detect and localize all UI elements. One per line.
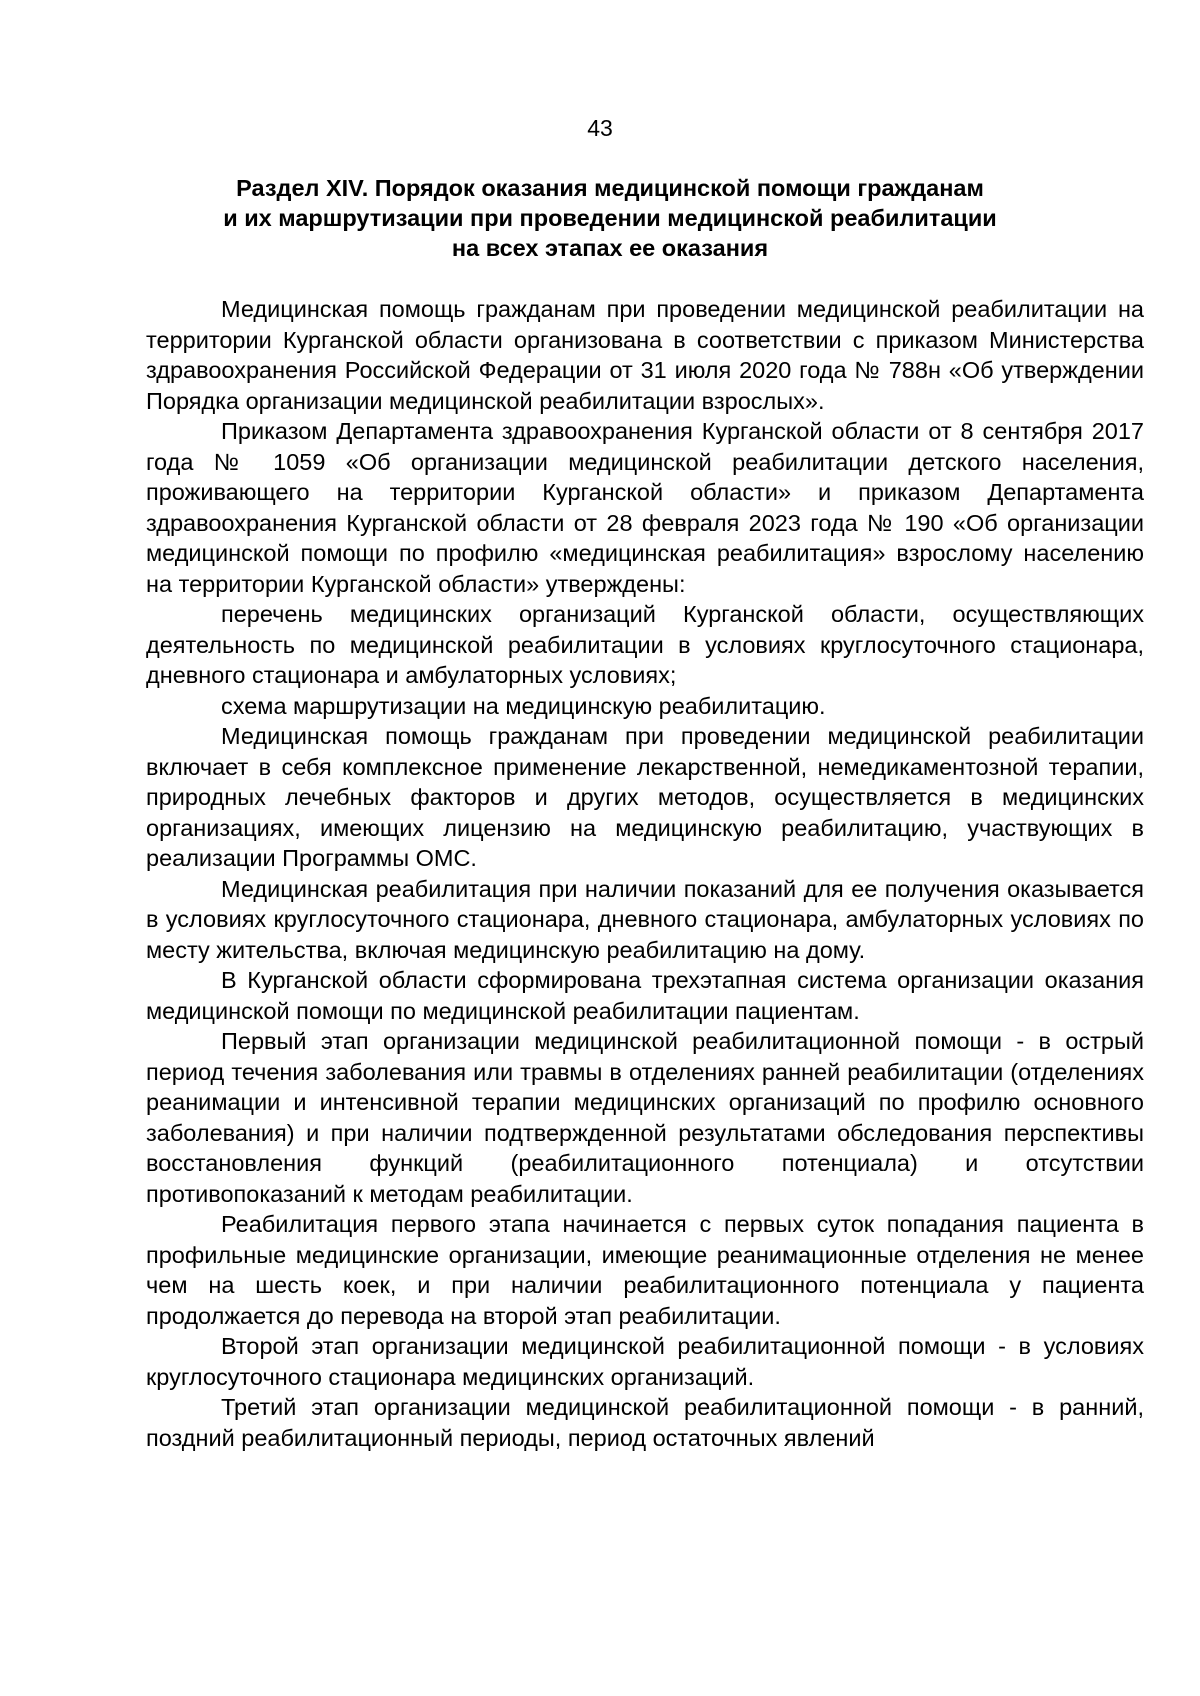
paragraph: перечень медицинских организаций Курганской области, осуществляющих деятельность по медицинской реабилитации в условиях круглосуточного стационара, дневного стационара и амбулаторных условиях; [146,601,1144,688]
section-title [150,173,1070,263]
paragraph: схема маршрутизации на медицинскую реабилитацию. [221,692,826,719]
paragraph: Второй этап организации медицинской реабилитационной помощи - в условиях круглосуточного стационара медицинских организаций. [146,1333,1144,1390]
paragraph: Приказом Департамента здравоохранения Курганской области от 8 сентября 2017 года № 1059 «Об организации медицинской реабилитации детского населения, проживающего на территории Курганской области» и приказом Департамента здравоохранения Курганской области от 28 февраля 2023 года № 190 «Об организации медицинской помощи по профилю «медицинская реабилитация» взрослому населению на территории Курганской области» утверждены: [146,418,1144,597]
paragraph: Реабилитация первого этапа начинается с первых суток попадания пациента в профильные медицинские организации, имеющие реанимационные отделения не менее чем на шесть коек, и при наличии реабилитационного потенциала у пациента продолжается до перевода на второй этап реабилитации. [146,1211,1144,1329]
paragraph: Первый этап организации медицинской реабилитационной помощи - в острый период течения заболевания или травмы в отделениях ранней реабилитации (отделениях реанимации и интенсивной терапии медицинских организаций по профилю основного заболевания) и при наличии подтвержденной результатами обследования перспективы восстановления функций (реабилитационного потенциала) и отсутствии противопоказаний к методам реабилитации. [146,1028,1144,1207]
paragraph: Третий этап организации медицинской реабилитационной помощи - в ранний, поздний реабилитационный периоды, период остаточных явлений [146,1394,1144,1451]
page-number: 43 [587,115,613,141]
section-title-line: на всех этапах ее оказания [451,235,769,261]
section-title-line: Раздел XIV. Порядок оказания медицинской помощи гражданам [236,175,984,201]
body-text [146,294,1144,1453]
paragraph: Медицинская помощь гражданам при проведении медицинской реабилитации включает в себя комплексное применение лекарственной, немедикаментозной терапии, природных лечебных факторов и других методов, осуществляется в медицинских организациях, имеющих лицензию на медицинскую реабилитацию, участвующих в реализации Программы ОМС. [146,723,1144,871]
paragraph: Медицинская помощь гражданам при проведении медицинской реабилитации на территории Курганской области организована в соответствии с приказом Министерства здравоохранения Российской Федерации от 31 июля 2020 года № 788н «Об утверждении Порядка организации медицинской реабилитации взрослых». [146,296,1144,414]
paragraph: В Курганской области сформирована трехэтапная система организации оказания медицинской помощи по медицинской реабилитации пациентам. [146,967,1144,1024]
section-title-line: и их маршрутизации при проведении медицинской реабилитации [223,205,997,231]
paragraph: Медицинская реабилитация при наличии показаний для ее получения оказывается в условиях круглосуточного стационара, дневного стационара, амбулаторных условиях по месту жительства, включая медицинскую реабилитацию на дому. [146,875,1144,963]
